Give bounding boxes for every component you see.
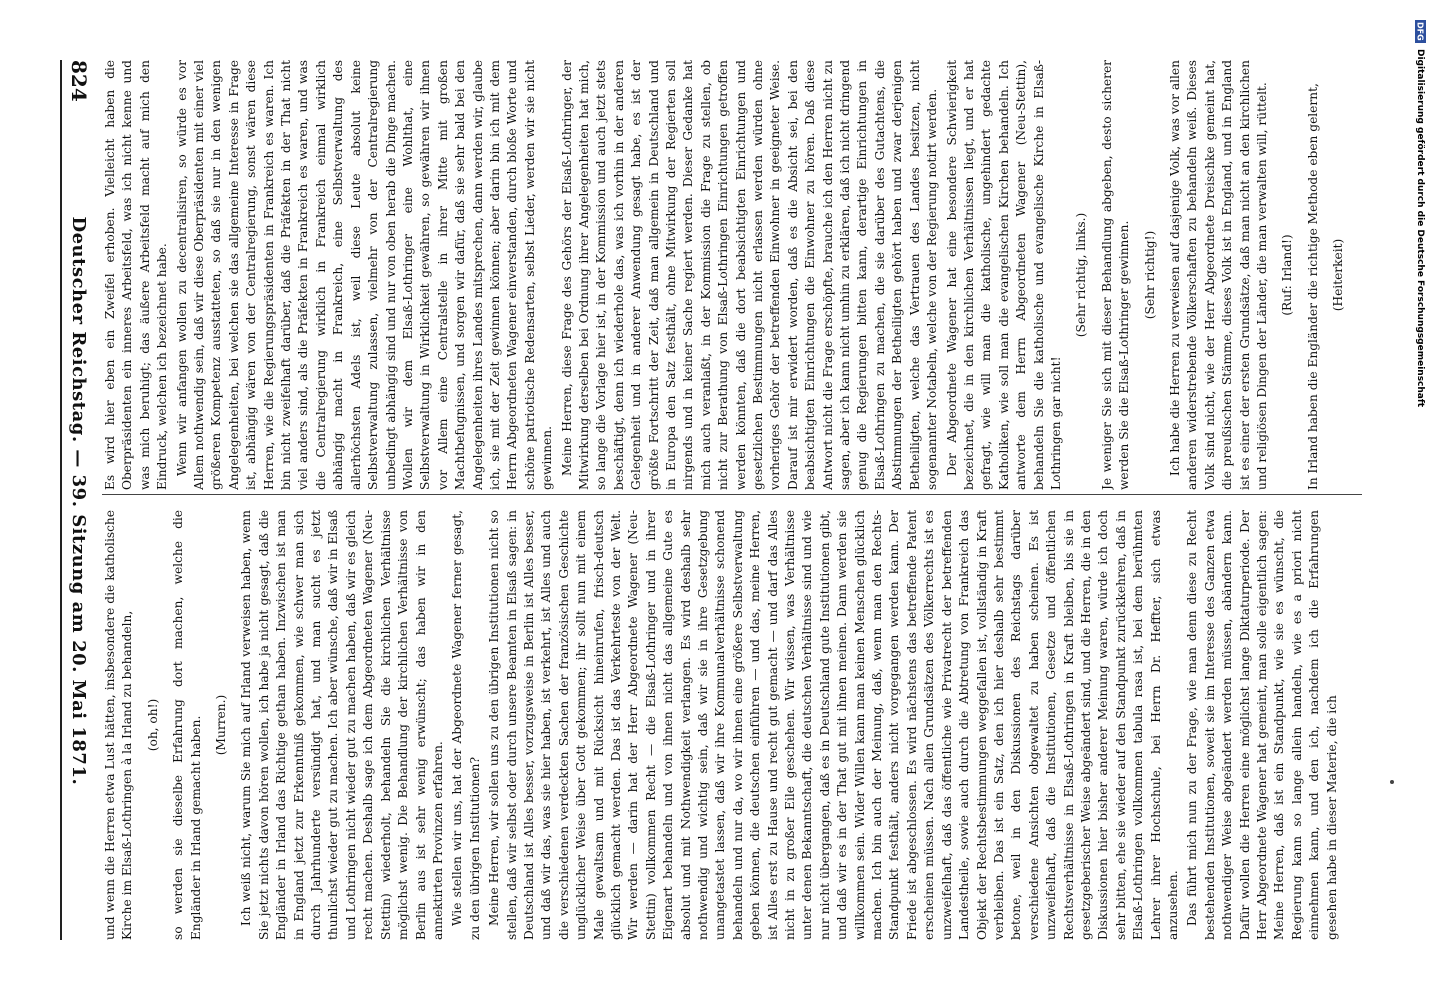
column-divider (102, 494, 1362, 495)
paragraph: Je weniger Sie sich mit dieser Behandlung abgeben, desto sicherer werden Sie die Elsaß-Lothringer gewinnen. (1099, 60, 1132, 490)
page-number: 824 (67, 60, 91, 102)
digitization-credit-sidebar (1412, 20, 1428, 980)
paragraph: Meine Herren, diese Frage des Gehörs der Elsaß-Lothringer, der Mitwirkung derselben bei Ordnung ihrer Angelegenheiten hat mich, so lange die Vorlage hier ist, in der Kommission und auch jetzt stets beschäftigt, denn ich wiederhole das, was ich vorhin in der anderen Gelegenheit und in anderer Anwendung gesagt habe, es ist der größte Fortschritt der Zeit, daß man allgemein in Deutschland und in Europa den Satz festhält, ohne Mitwirkung der Regierten soll nirgends und in keiner Sache regiert werden. Dieser Gedanke hat mich auch veranlaßt, in der Kommission die Frage zu stellen, ob nicht zur Berathung von Elsaß-Lothringen Einrichtungen getroffen werden könnten, daß die dort beabsichtigten Einrichtungen und gesetzlichen Bestimmungen nicht erlassen werden würden ohne vorheriges Gehör der betreffenden Einwohner in geeigneter Weise. Darauf ist mir erwidert worden, daß es die Absicht sei, bei den beabsichtigten Einrichtungen die Einwohner zu hören. Daß diese Antwort nicht die Frage erschöpfte, brauche ich den Herren nicht zu sagen, aber ich kann nicht umhin zu erklären, daß ich nicht dringend genug die Regierungen bitten kann, derartige Einrichtungen in Elsaß-Lothringen zu machen, die sie darüber des Gutachtens, die Abstimmungen der Betheiligten gehört haben und zwar derjenigen Betheiligten, welche das Vertrauen des Landes besitzen, nicht sogenannter Notabeln, welche von der Regierung notirt werden. (559, 60, 940, 490)
paragraph: Meine Herren, wir sollen uns zu den übrigen Institutionen nicht so stellen, daß wir selbst oder durch unsere Beamten in Elsaß sagen: in Deutschland ist Alles besser, vorzugsweise in Berlin ist Alles besser, und daß wir das, was sie hier haben, ist verkehrt, ist Alles und auch die verschiedenen verdeckten Sachen der französischen Geschichte unglücklicher Weise über Gott gekommen; ihr sollt nun mit einem Male gewaltsam und mit Rücksicht hineinrufen, frisch-deutsch glücklich gemacht werden. Das ist das Verkehrteste von der Welt. Wir werden — darin hat der Herr Abgeordnete Wagener (Neu-Stettin) vollkommen Recht — die Elsaß-Lothringer und in ihrer Eigenart behandeln und von ihnen nicht das allgemeine Gute es absolut und mit Nothwendigkeit verlangen. Es wird deshalb sehr nothwendig und wichtig sein, daß wir sie in ihre Gesetzgebung unangetastet lassen, daß wir ihre Kommunalverhältnisse schonend behandeln und nur da, wo wir ihnen eine größere Selbstverwaltung geben können, die deutschen einführen — und das, meine Herren, ist Alles erst zu Hause und recht gut gemacht — und darf das Alles nicht in zu großer Eile geschehen. Wir wissen, was Verhältnisse unter denen Bekanntschaft, die deutschen Verhältnisse sind und wie nur nicht übergangen, daß es in Deutschland gute Institutionen gibt, und daß wir es in der That gut mit ihnen meinen. Dann werden sie willkommen sein. Wider Willen kann man keinen Menschen glücklich machen. Ich bin auch der Meinung, daß, wenn man den Rechts-Standpunkt festhält, anders nicht vorgegangen werden kann. Der Friede ist abgeschlossen. Es wird nächstens das betreffende Patent erscheinen müssen. Nach allen Grundsätzen des Völkerrechts ist es unzweifelhaft, daß das öffentliche wie Privatrecht der betreffenden Landestheile, sowie auch durch die Abtretung von Frankreich das Objekt der Rechtsbestimmungen weggefallen ist, vollständig in Kraft verbleiben. Das ist ein Satz, den ich hier deshalb sehr bestimmt betone, weil in den Diskussionen des Reichstags darüber verschiedene Ansichten obgewaltet zu haben scheinen. Es ist unzweifelhaft, daß die Institutionen, Gesetze und öffentlichen Rechtsverhältnisse in Elsaß-Lothringen in Kraft bleiben, bis sie in gesetzgeberischer Weise abgeändert sind, und die Herren, die in den Diskussionen hier bisher anderer Meinung waren, würde ich doch sehr bitten, ehe sie wieder auf den Standpunkt zurückkehren, daß in Elsaß-Lothringen vollkommen tabula rasa ist, bei dem berühmten Lehrer ihrer Hochschule, bei Herrn Dr. Heffter, sich etwas anzusehen. (487, 510, 1180, 940)
credit-block (1415, 20, 1426, 407)
speech-remark: (Heiterkeit) (1331, 238, 1346, 312)
credit-text: Digitalisierung gefördert durch die Deutsche Forschungsgemeinschaft (1415, 48, 1425, 407)
right-text-column (102, 510, 1362, 940)
paragraph: Ich weiß nicht, warum Sie mich auf Irland verweisen haben, wenn Sie jetzt nichts davon hören wollen, ich habe ja nicht gesagt, daß die Engländer in Irland das Richtige gethan haben. Inzwischen ist man in England jetzt zur Erkenntniß gekommen, wie schwer man sich durch Jahrhunderte versündigt hat, und man sucht es jetzt thunlichst wieder gut zu machen. Ich aber wünsche, daß wir in Elsaß und Lothringen nicht wieder gut zu machen haben, daß wir es gleich recht machen. Deshalb sage ich dem Abgeordneten Wagener (Neu-Stettin) wiederholt, behandeln Sie die kirchlichen Verhältnisse möglichst wenig. Die Behandlung der kirchlichen Verhältnisse von Berlin aus ist sehr wenig erwünscht; das haben wir in den annektirten Provinzen erfahren. (239, 510, 445, 940)
paragraph: so werden sie dieselbe Erfahrung dort machen, welche die Engländer in Irland gemacht haben. (171, 510, 203, 940)
paragraph: In Irland haben die Engländer die richtige Methode eben gelernt, (1305, 83, 1320, 490)
paragraph: Der Abgeordnete Wagener hat eine besondere Schwierigkeit bezeichnet, die in den kirchlichen Verhältnissen liegt, und er hat gefragt, wie will man die katholische, ungehindert gedachte Katholiken, wie soll man die evangelischen Kirchen behandeln. Ich antworte dem Herrn Abgeordneten Wagener (Neu-Stettin), behandeln Sie die katholische und evangelische Kirche in Elsaß-Lothringen gar nicht! (944, 60, 1063, 490)
paragraph: Es wird hier eben ein Zweifel erhoben. Vielleicht haben die Oberpräsidenten ein inneres Arbeitsfeld, was ich nicht kenne und was mich beruhigt; das äußere Arbeitsfeld macht auf mich den Eindruck, welchen ich bezeichnet habe. (103, 60, 170, 490)
left-text-column (102, 60, 1362, 490)
paragraph: Ich habe die Herren zu verweisen auf dasjenige Volk, was vor allen anderen widerstrebende Völkerschaften zu behandeln weiß. Dieses Volk sind nicht, wie der Herr Abgeordnete Dreischke gemeint hat, die preußischen Stämme, dieses Volk ist in England, und in England ist es einer der ersten Grundsätze, daß man nicht an den kirchlichen und religiösen Dingen der Länder, die man verwalten will, rüttelt. (1167, 60, 1269, 490)
speech-remark: (Sehr richtig, links.) (1074, 212, 1089, 338)
paragraph: Wenn wir anfangen wollen zu decentralisiren, so würde es vor Allem nothwendig sein, daß wir diese Oberpräsidenten mit einer viel größeren Kompetenz ausstatteten, so daß sie nur in den wenigen Angelegenheiten, bei welchen sie das allgemeine Interesse in Frage ist, abhängig wären von der Centralregierung, sonst wären diese Herren, wie die Regierungspräsidenten in Frankreich es waren. Ich bin nicht zweifelhaft darüber, daß die Präfekten in der That nicht viel anders sind, als die Präfekten in Frankreich es waren, und was die Centralregierung wirklich in Frankreich einmal wirklich abhängig macht in Frankreich, eine Selbstverwaltung des allerhöchsten Adels ist, weil diese Leute absolut keine Selbstverwaltung zulassen, vielmehr von der Centralregierung unbedingt abhängig sind und nur von oben herab die Dinge machen. Wollen wir dem Elsaß-Lothringer eine Wohlthat, eine Selbstverwaltung in Wirklichkeit gewähren, so gewähren wir ihnen vor Allem eine Centralstelle in ihrer Mitte mit großen Machtbefugnissen, und sorgen wir dafür, daß sie sehr bald bei den Angelegenheiten ihres Landes mitsprechen, dann werden wir, glaube ich, sie mit der Zeit gewinnen können; aber darin bin ich mit dem Herrn Abgeordneten Wagener einverstanden, durch bloße Worte und schöne patriotische Redensarten, selbst Lieder, werden wir sie nicht gewinnen. (174, 60, 555, 490)
paragraph: Wie stellen wir uns, hat der Abgeordnete Wagener ferner gesagt, zu den übrigen Institutionen? (450, 510, 482, 940)
header-rule (60, 60, 62, 940)
dfg-logo: DFG (1415, 22, 1425, 41)
speech-remark: (oh, oh!) (145, 698, 160, 752)
speech-remark: (Sehr richtig!) (1142, 230, 1157, 320)
speech-remark: (Ruf: Irland!) (1280, 234, 1295, 316)
running-title: Deutscher Reichstag. — 39. Sitzung am 20. Mai 1871. (68, 216, 90, 786)
page-header (64, 60, 94, 940)
scan-speck (1390, 780, 1394, 784)
paragraph: und wenn die Herren etwa Lust hätten, insbesondere die katholische Kirche im Elsaß-Lothringen à la Irland zu behandeln, (103, 510, 135, 940)
speech-remark: (Murren.) (214, 694, 229, 756)
paragraph: Das führt mich nun zu der Frage, wie man denn diese zu Recht bestehenden Institutionen, soweit sie im Interesse des Ganzen etwa nothwendiger Weise abgeändert werden müssen, abändern kann. Dafür wollen die Herren eine möglichst lange Diktaturperiode. Der Herr Abgeordnete Wagener hat gemeint, man solle eigentlich sagen: Meine Herren, daß ist ein Standpunkt, wie sie es wünscht, die Regierung kann so lange allein handeln, wie es a priori nicht einnehmen kann, und den ich, nachdem ich die Erfahrungen gesehen habe in dieser Materie, die ich (1185, 510, 1339, 940)
